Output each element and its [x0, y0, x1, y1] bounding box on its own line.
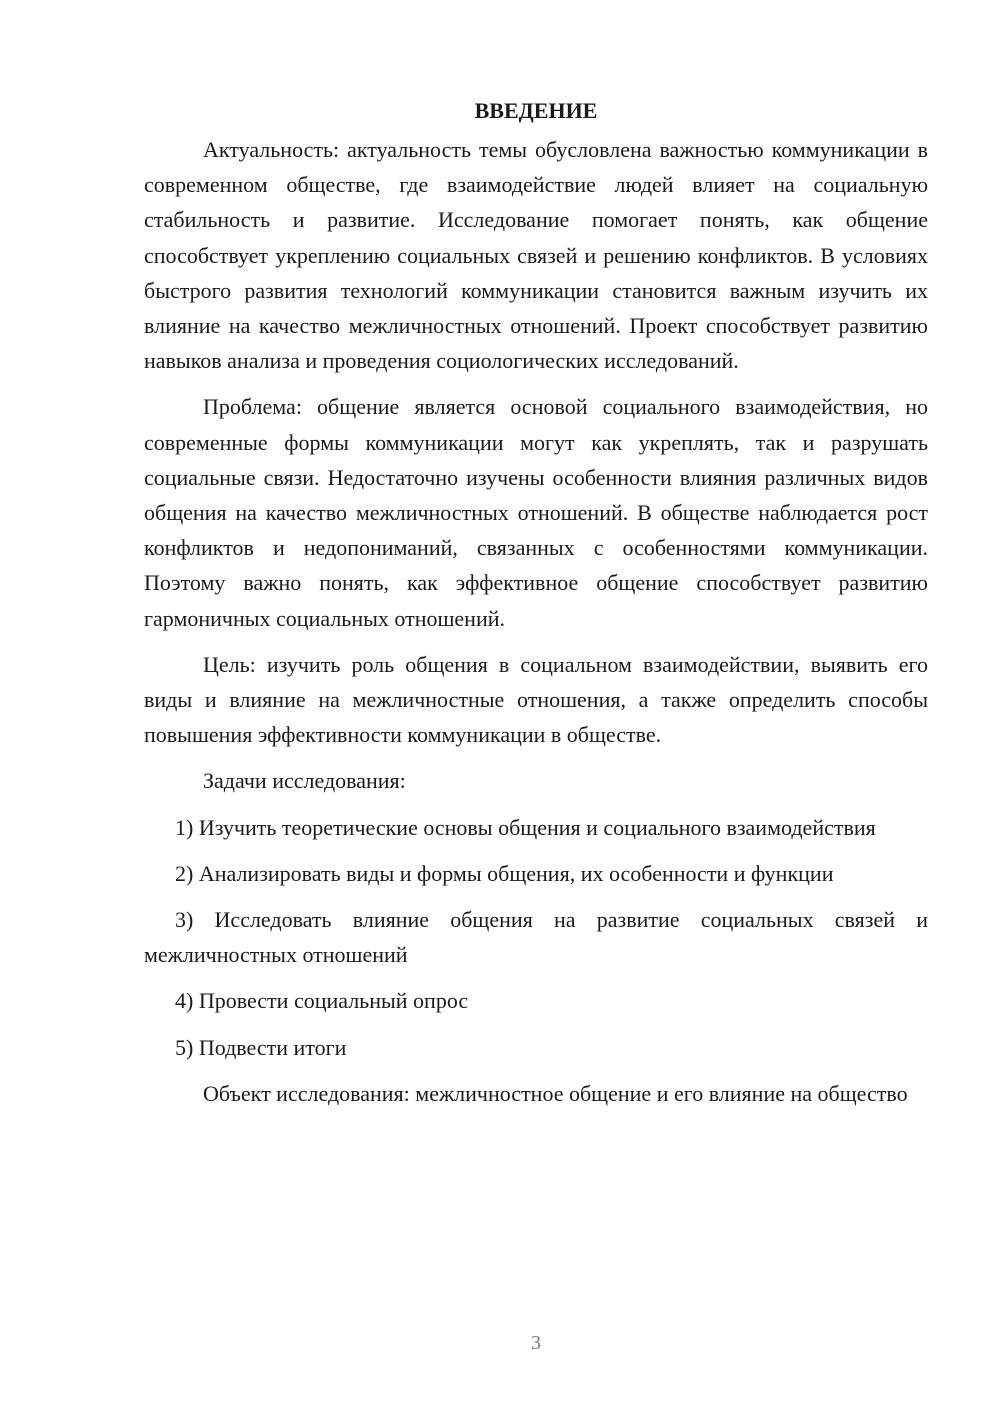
goal-paragraph: Цель: изучить роль общения в социальном взаимодействии, выявить его виды и влияние на межличностные отношения, а также определить способы повышения эффективности коммуникации в обществе. [144, 651, 928, 748]
section-heading: ВВЕДЕНИЕ [474, 98, 598, 123]
page-content [144, 93, 928, 1122]
task-item-4: 4) Провести социальный опрос [175, 988, 469, 1014]
relevance-paragraph: Актуальность: актуальность темы обусловлена важностью коммуникации в современном обществе, где взаимодействие людей влияет на социальную стабильность и развитие. Исследование помогает понять, как общение способствует укреплению социальных связей и решению конфликтов. В условиях быстрого развития технологий коммуникации становится важным изучить их влияние на качество межличностных отношений. Проект способствует развитию навыков анализа и проведения социологических исследований. [144, 137, 928, 374]
task-item-5: 5) Подвести итоги [175, 1034, 347, 1060]
task-item-3: 3) Исследовать влияние общения на развитие социальных связей и межличностных отношений [144, 907, 928, 968]
problem-paragraph: Проблема: общение является основой социального взаимодействия, но современные формы коммуникации могут как укреплять, так и разрушать социальные связи. Недостаточно изучены особенности влияния различных видов общения на качество межличностных отношений. В обществе наблюдается рост конфликтов и недопониманий, связанных с особенностями коммуникации. Поэтому важно понять, как эффективное общение способствует развитию гармоничных социальных отношений. [144, 394, 928, 631]
tasks-intro: Задачи исследования: [203, 768, 406, 794]
page-number: 3 [531, 1332, 541, 1354]
task-item-2: 2) Анализировать виды и формы общения, их особенности и функции [175, 860, 834, 886]
task-item-1: 1) Изучить теоретические основы общения и социального взаимодействия [175, 814, 876, 840]
object-paragraph: Объект исследования: межличностное общение и его влияние на общество [203, 1080, 908, 1106]
